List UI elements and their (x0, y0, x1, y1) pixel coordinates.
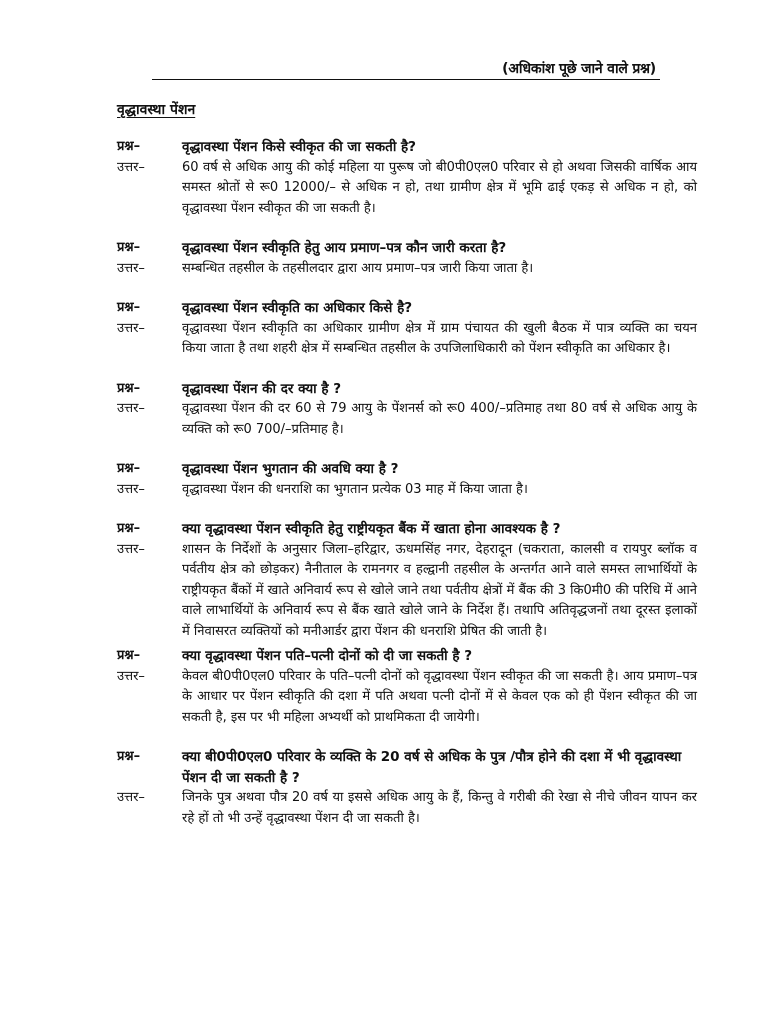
answer-text: वृद्धावस्था पेंशन की धनराशि का भुगतान प्रत्येक 03 माह में किया जाता है। (182, 481, 528, 497)
faq-item (117, 298, 697, 360)
question-text: क्या वृद्धावस्था पेंशन पति–पत्नी दोनों को दी जा सकती है ? (182, 648, 473, 664)
answer-label: उत्तर– (117, 790, 145, 805)
question-text: वृद्धावस्था पेंशन स्वीकृति हेतु आय प्रमाण–पत्र कौन जारी करता है? (182, 240, 507, 256)
answer-label: उत्तर– (117, 320, 145, 336)
question-label: प्रश्न– (117, 521, 141, 536)
question-label: प्रश्न– (117, 240, 141, 255)
answer-label: उत्तर– (117, 541, 145, 557)
answer-label: उत्तर– (117, 481, 145, 497)
question-label: प्रश्न– (117, 139, 141, 154)
answer-text: वृद्धावस्था पेंशन स्वीकृति का अधिकार ग्रामीण क्षेत्र में ग्राम पंचायत की खुली बैठक में पात्र व्यक्ति का चयन किया जाता है तथा शहरी क्षेत्र में सम्बन्धित तहसील के उपजिलाधिकारी को पेंशन स्वीकृति का अधिकार है। (182, 320, 697, 356)
answer-label: उत्तर– (117, 401, 145, 416)
answer-text: शासन के निर्देशों के अनुसार जिला–हरिद्वार, ऊधमसिंह नगर, देहरादून (चकराता, कालसी व रायपुर ब्लॉक व पर्वतीय क्षेत्र को छोड़कर) नैनीताल के रामनगर व हल्द्वानी तहसील के अन्तर्गत आने वाले समस्त लाभार्थियों के राष्ट्रीयकृत बैंकों में खाते अनिवार्य रूप से खोले जाने तथा पर्वतीय क्षेत्रों में बैंक की 3 कि0मी0 की परिधि में आने वाले लाभार्थियों के अनिवार्य रूप से बैंक खाते खोले जाने के निर्देश हैं। तथापि अतिवृद्धजनों तथा दूरस्त इलाकों में निवासरत व्यक्तियों को मनीआर्डर द्वारा पेंशन की धनराशि प्रेषित की जाती है। (182, 541, 697, 639)
answer-label: उत्तर– (117, 668, 145, 684)
page-header-note: (अधिकांश पूछे जाने वाले प्रश्न) (502, 61, 656, 77)
question-label: प्रश्न– (117, 461, 141, 476)
question-text: वृद्धावस्था पेंशन स्वीकृति का अधिकार किसे है? (182, 300, 413, 316)
answer-label: उत्तर– (117, 260, 145, 276)
section-title: वृद्धावस्था पेंशन (117, 102, 196, 118)
question-text: वृद्धावस्था पेंशन किसे स्वीकृत की जा सकती है? (182, 139, 417, 155)
answer-text: सम्बन्धित तहसील के तहसीलदार द्वारा आय प्रमाण–पत्र जारी किया जाता है। (182, 260, 534, 276)
faq-item (117, 747, 697, 829)
faq-item (117, 646, 697, 728)
question-label: प्रश्न– (117, 749, 141, 764)
question-text: क्या वृद्धावस्था पेंशन स्वीकृति हेतु राष्ट्रीयकृत बैंक में खाता होना आवश्यक है ? (182, 521, 561, 537)
answer-text: केवल बी0पी0एल0 परिवार के पति–पत्नी दोनों को वृद्धावस्था पेंशन स्वीकृत की जा सकती है। आय प्रमाण–पत्र के आधार पर पेंशन स्वीकृति की दशा में पति अथवा पत्नी दोनों में से केवल एक को ही पेंशन स्वीकृत की जा सकती है, इस पर भी महिला अभ्यर्थी को प्राथमिकता दी जायेगी। (182, 668, 697, 725)
faq-item (117, 238, 697, 279)
question-label: प्रश्न– (117, 648, 141, 663)
question-label: प्रश्न– (117, 380, 141, 396)
faq-item (117, 379, 697, 441)
header-divider (152, 79, 660, 80)
faq-item (117, 459, 697, 500)
answer-text: 60 वर्ष से अधिक आयु की कोई महिला या पुरूष जो बी0पी0एल0 परिवार से हो अथवा जिसकी वार्षिक आय समस्त श्रोतों से रू0 12000/– से अधिक न हो, तथा ग्रामीण क्षेत्र में भूमि ढाई एकड़ से अधिक न हो, को वृद्धावस्था पेंशन स्वीकृत की जा सकती है। (182, 159, 697, 216)
question-text: वृद्धावस्था पेंशन की दर क्या है ? (182, 380, 342, 397)
answer-text: जिनके पुत्र अथवा पौत्र 20 वर्ष या इससे अधिक आयु के हैं, किन्तु वे गरीबी की रेखा से नीचे जीवन यापन कर रहे हों तो भी उन्हें वृद्धावस्था पेंशन दी जा सकती है। (182, 790, 697, 826)
question-text: क्या बी0पी0एल0 परिवार के व्यक्ति के 20 वर्ष से अधिक के पुत्र /पौत्र होने की दशा में भी वृद्धावस्था पेंशन दी जा सकती है ? (182, 749, 682, 786)
answer-text: वृद्धावस्था पेंशन की दर 60 से 79 आयु के पेंशनर्स को रू0 400/–प्रतिमाह तथा 80 वर्ष से अधिक आयु के व्यक्ति को रू0 700/–प्रतिमाह है। (182, 401, 697, 437)
question-label: प्रश्न– (117, 300, 141, 315)
faq-item (117, 137, 697, 219)
faq-item (117, 519, 697, 642)
faq-list (117, 137, 697, 848)
question-text: वृद्धावस्था पेंशन भुगतान की अवधि क्या है ? (182, 461, 399, 477)
answer-label: उत्तर– (117, 159, 145, 175)
